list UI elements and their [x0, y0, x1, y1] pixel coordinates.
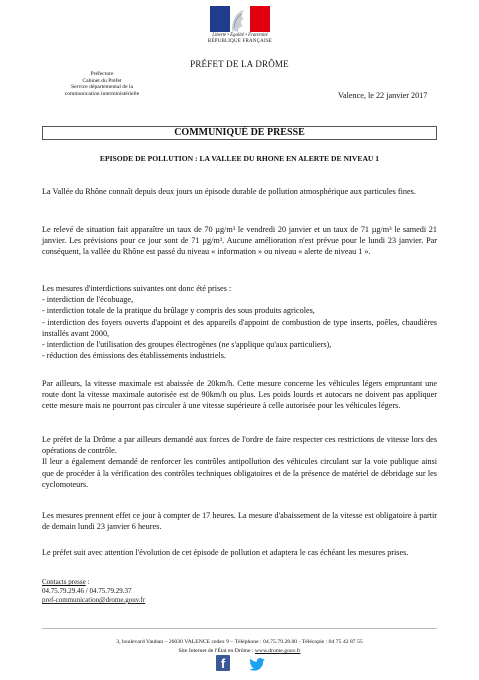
sender-line: Préfecture	[90, 71, 114, 77]
measure-item: - interdiction de l'écobuage,	[42, 295, 134, 305]
measure-item: - interdiction de l'utilisation des groupes électrogènes (ne s'applique qu'aux particuliers),	[42, 340, 332, 350]
measures-intro: Les mesures d'interdictions suivantes ont donc été prises :	[42, 284, 232, 293]
website-link[interactable]: www.drome.gouv.fr	[254, 648, 301, 654]
prefet-title: PRÉFET DE LA DRÔME	[190, 59, 289, 69]
measure-item: - réduction des émissions des établissements industriels.	[42, 351, 226, 361]
press-release-title: COMMUNIQUÉ DE PRESSE	[42, 126, 437, 140]
facebook-icon[interactable]: f	[216, 655, 230, 671]
contact-email-link[interactable]: pref-communication@drome.gouv.fr	[42, 596, 146, 604]
twitter-icon[interactable]	[249, 658, 265, 671]
paragraph-intro: La Vallée du Rhône connaît depuis deux jours un épisode durable de pollution atmosphérique aux particules fines.	[42, 187, 416, 196]
contacts-colon: :	[85, 578, 90, 586]
footer-website	[0, 648, 479, 654]
footer-address: 3, boulevard Vauban – 26030 VALENCE cedex 9 – Téléphone : 04.75.79.28.00 - Télécopie : 04 75 42 87 55	[116, 639, 363, 645]
sender-line: communication interministérielle	[64, 90, 140, 97]
sender-block	[42, 71, 162, 97]
paragraph-situation: Le relevé de situation fait apparaître un taux de 70 µg/m³ le vendredi 20 janvier et un taux de 71 µg/m³ le samedi 21 janvier. Les prévisions pour ce jour sont de 71 µg/m³. Aucune amélioration n'est prévue pour le lundi 23 janvier. Par conséquent, la vallée du Rhône est passé du niveau « information » ou niveau « alerte de niveau 1 ».	[42, 225, 437, 257]
measures-list	[42, 283, 437, 361]
republic-motto: Liberté • Égalité • Fraternité	[212, 33, 268, 38]
sender-line: Service départemental de la	[71, 84, 133, 90]
marianne-logo-icon	[210, 6, 270, 32]
republique-francaise-logo	[198, 6, 282, 45]
paragraph-effective: Les mesures prennent effet ce jour à compter de 17 heures. La mesure d'abaissement de la vitesse est obligatoire à partir de demain lundi 23 janvier 6 heures.	[42, 511, 437, 532]
measure-item: - interdiction totale de la pratique du brûlage y compris des sous produits agricoles,	[42, 306, 315, 316]
sender-line: Cabinet du Préfet	[82, 77, 122, 84]
republic-name: RÉPUBLIQUE FRANÇAISE	[207, 39, 273, 44]
contacts-label: Contacts presse	[42, 578, 86, 586]
paragraph-speed: Par ailleurs, la vitesse maximale est abaissée de 20km/h. Cette mesure concerne les véhicules légers empruntant une route dont la vitesse maximale autorisée est de 90km/h ou plus. Les poids lourds et autocars ne doivent pas appliquer cette mesure mais ne pourront pas circuler à une vitesse supérieure à celle autorisée pour les véhicules légers.	[42, 379, 437, 411]
measure-item: - interdiction des foyers ouverts d'appoint et des appareils d'appoint de combustion de type inserts, poêles, chaudières installés avant 2000,	[42, 317, 437, 338]
footer-site-prefix: Site Internet de l'État en Drôme :	[178, 648, 255, 654]
paragraph-enforcement	[42, 434, 437, 490]
footer-divider	[42, 628, 437, 629]
document-date: Valence, le 22 janvier 2017	[338, 91, 428, 100]
headline: EPISODE DE POLLUTION : LA VALLEE DU RHONE EN ALERTE DE NIVEAU 1	[99, 154, 380, 163]
enforcement-text-1: Le préfet de la Drôme a par ailleurs demandé aux forces de l'ordre de faire respecter ces restrictions de vitesse lors des opérations de contrôle.	[42, 435, 437, 456]
contact-phones: 04.75.79.29.46 / 04.75.79.29.37	[42, 587, 132, 595]
press-contacts	[42, 578, 145, 605]
paragraph-followup: Le préfet suit avec attention l'évolution de cet épisode de pollution et adaptera le cas échéant les mesures prises.	[42, 548, 409, 557]
enforcement-text-2: Il leur a également demandé de renforcer les contrôles antipollution des véhicules circulant sur la voie publique ainsi que de procéder à la vérification des contrôles techniques obligatoires et de la présence de matériel de débridage sur les cyclomoteurs.	[42, 457, 437, 489]
